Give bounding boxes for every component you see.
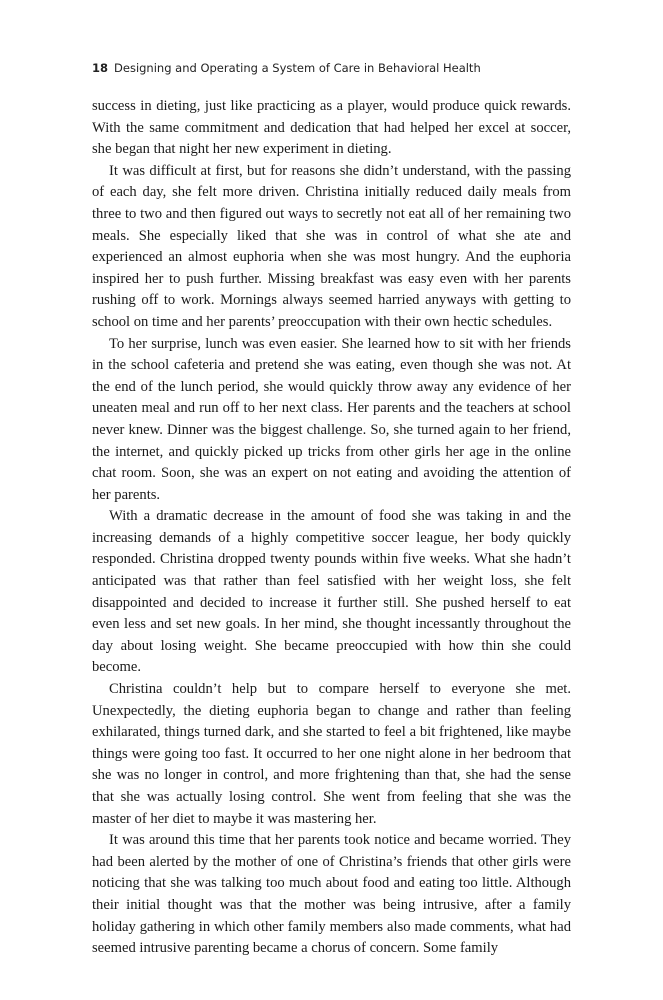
paragraph: With a dramatic decrease in the amount of food she was taking in and the increasing demands of a highly competitive soccer league, her body quickly responded. Christina dropped twenty pounds within five weeks. What she hadn’t anticipated was that rather than feel satisfied with her weight loss, she felt disappointed and decided to increase it further still. She pushed herself to eat even less and set new goals. In her mind, she thought incessantly throughout the day about losing weight. She became preoccupied with how thin she could become. bbox=[92, 508, 571, 676]
paragraph: It was around this time that her parents took notice and became worried. They had been alerted by the mother of one of Christina’s friends that other girls were noticing that she was talking too much about food and eating too little. Although their initial thought was that the mother was being intrusive, after a family holiday gathering in which other family members also made comments, what had seemed intrusive parenting became a chorus of concern. Some family bbox=[92, 832, 571, 957]
paragraph: It was difficult at first, but for reasons she didn’t understand, with the passing of each day, she felt more driven. Christina initially reduced daily meals from three to two and then figured out ways to secretly not eat all of her remaining two meals. She especially liked that she was in control of what she ate and experienced an almost euphoria when she was most hungry. And the euphoria inspired her to push further. Missing breakfast was easy even with her parents rushing off to work. Mornings always seemed harried anyways with getting to school on time and her parents’ preoccupation with their own hectic schedules. bbox=[92, 162, 571, 330]
running-head bbox=[92, 60, 571, 76]
page-number: 18 bbox=[92, 61, 109, 75]
paragraph: success in dieting, just like practicing as a player, would produce quick rewards. With the same commitment and dedication that had helped her excel at soccer, she began that night her new experiment in dieting. bbox=[92, 98, 571, 158]
paragraph: Christina couldn’t help but to compare herself to everyone she met. Unexpectedly, the dieting euphoria began to change and rather than feeling exhilarated, things turned dark, and she started to feel a bit frightened, like maybe things were going too fast. It occurred to her one night alone in her bedroom that she was no longer in control, and more frightening than that, she had the sense that she was actually losing control. She went from feeling that she was the master of her diet to maybe it was mastering her. bbox=[92, 681, 571, 827]
body-text bbox=[92, 96, 571, 960]
running-title: Designing and Operating a System of Care in Behavioral Health bbox=[114, 61, 481, 75]
paragraph: To her surprise, lunch was even easier. She learned how to sit with her friends in the school cafeteria and pretend she was eating, even though she was not. At the end of the lunch period, she would quickly throw away any evidence of her uneaten meal and run off to her next class. Her parents and the teachers at school never knew. Dinner was the biggest challenge. So, she turned again to her friend, the internet, and quickly picked up tricks from other girls her age in the online chat room. Soon, she was an expert on not eating and avoiding the attention of her parents. bbox=[92, 335, 571, 503]
